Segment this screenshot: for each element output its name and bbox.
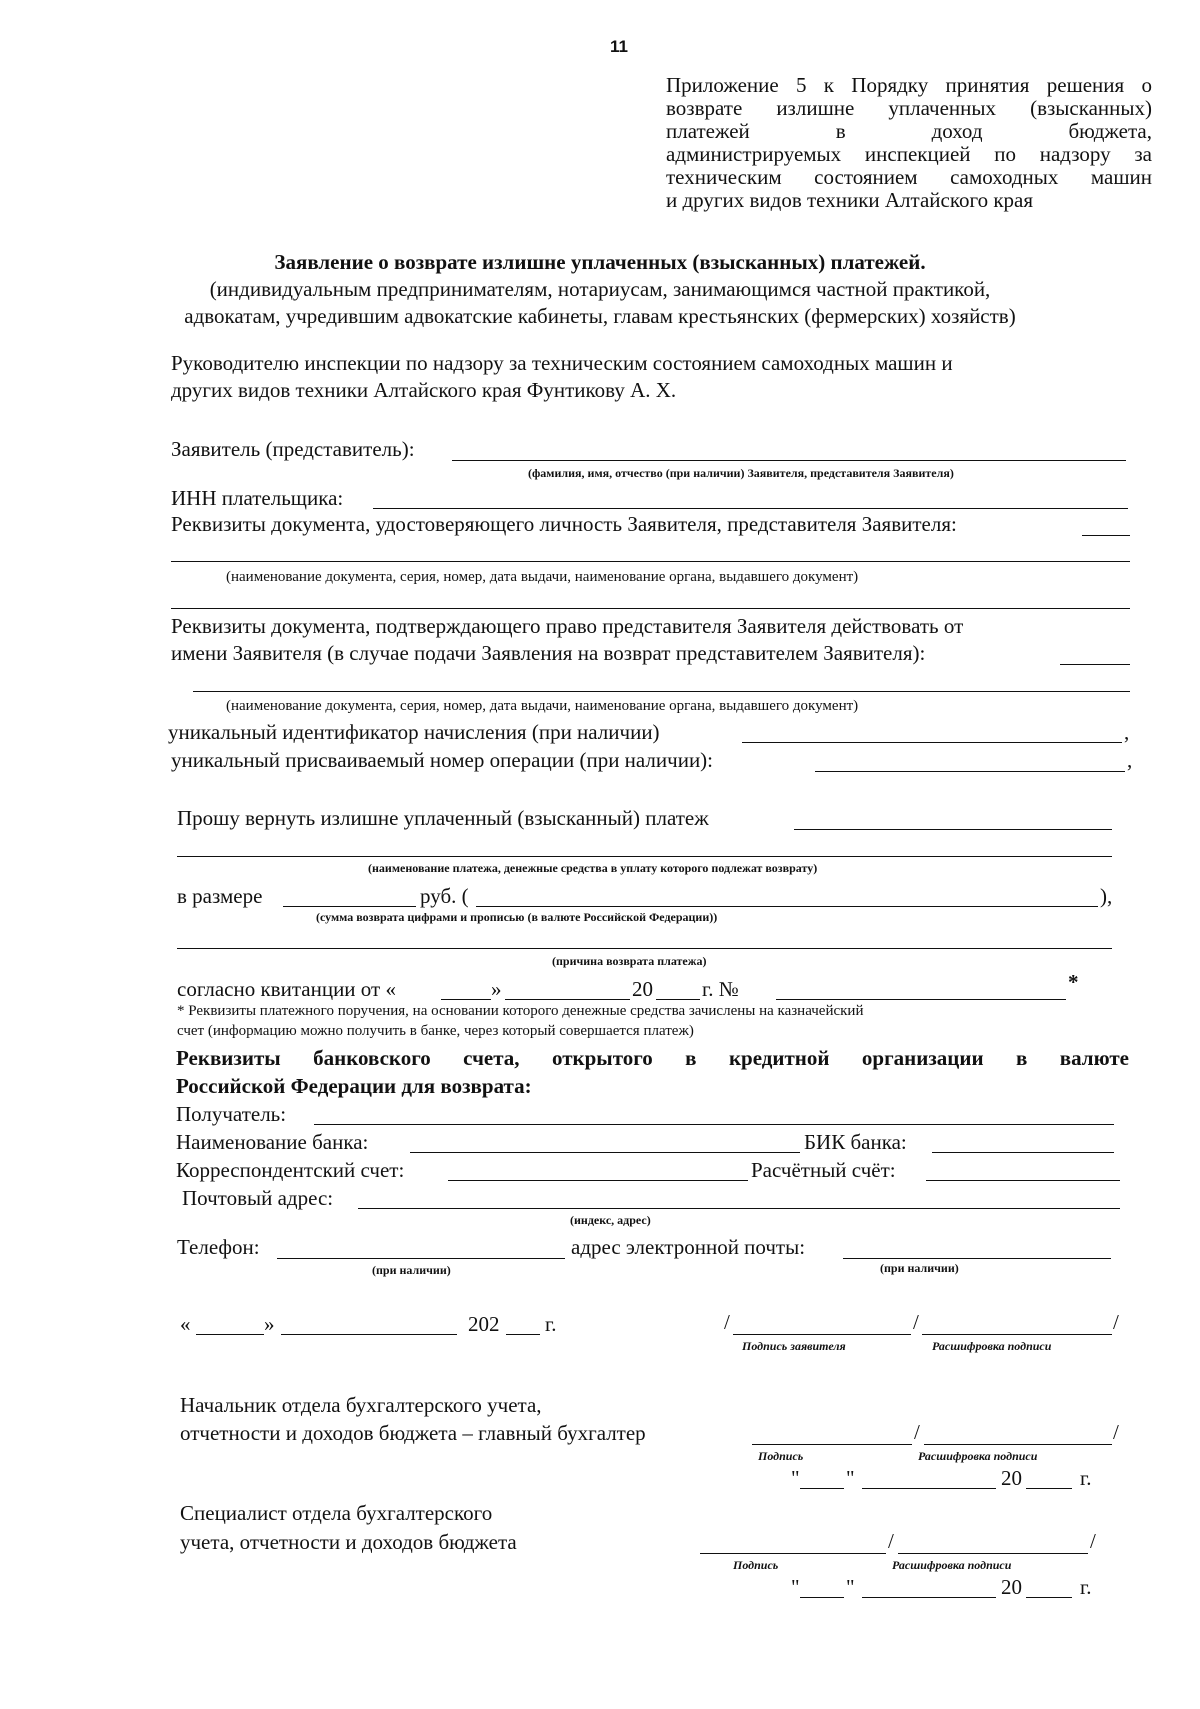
receipt-number-field[interactable] <box>776 999 1066 1000</box>
recipient-label: Получатель: <box>176 1102 287 1126</box>
receipt-month-field[interactable] <box>505 999 630 1000</box>
annex-line: Приложение 5 к Порядку принятия решения о <box>666 73 1152 97</box>
id-doc-field-tail[interactable] <box>1082 535 1130 536</box>
sig-slash: / <box>1090 1529 1096 1553</box>
specialist-date-quote: " <box>846 1575 855 1599</box>
chief-year-prefix: 20 <box>1001 1466 1022 1490</box>
bank-name-field[interactable] <box>410 1152 800 1153</box>
chief-signature-field[interactable] <box>752 1444 912 1445</box>
amount-words-field[interactable] <box>476 906 1098 907</box>
sig-slash: / <box>913 1310 919 1334</box>
id-doc-hint: (наименование документа, серия, номер, дата выдачи, наименование органа, выдавшего документ) <box>226 569 859 585</box>
applicant-hint: (фамилия, имя, отчество (при наличии) Заявителя, представителя Заявителя) <box>528 466 954 480</box>
refund-payment-hint: (наименование платежа, денежные средства в уплату которого подлежат возврату) <box>368 861 818 875</box>
rep-doc-line: имени Заявителя (в случае подачи Заявления на возврат представителем Заявителя): <box>171 641 926 665</box>
specialist-decode-hint: Расшифровка подписи <box>892 1558 1012 1572</box>
annex-line: возврате излишне уплаченных (взысканных) <box>666 96 1152 120</box>
rep-doc-field-tail[interactable] <box>1060 664 1130 665</box>
reason-field[interactable] <box>177 948 1112 949</box>
chief-date-quote: " <box>791 1466 800 1490</box>
corr-account-label: Корреспондентский счет: <box>176 1158 405 1182</box>
specialist-title-line: учета, отчетности и доходов бюджета <box>180 1530 517 1554</box>
receipt-mid: » <box>491 977 502 1001</box>
page-number: 11 <box>610 37 628 56</box>
id-doc-label: Реквизиты документа, удостоверяющего личность Заявителя, представителя Заявителя: <box>171 512 957 536</box>
specialist-signature-hint: Подпись <box>733 1558 779 1572</box>
date-day-field[interactable] <box>196 1334 264 1335</box>
annex-line: и других видов техники Алтайского края <box>666 188 1034 212</box>
receipt-year-prefix: 20 <box>632 977 653 1001</box>
specialist-date-quote: " <box>791 1575 800 1599</box>
rep-doc-line: Реквизиты документа, подтверждающего право представителя Заявителя действовать от <box>171 614 964 638</box>
rep-doc-hint: (наименование документа, серия, номер, дата выдачи, наименование органа, выдавшего документ) <box>226 698 859 714</box>
addressee-line: Руководителю инспекции по надзору за техническим состоянием самоходных машин и <box>171 351 953 375</box>
phone-field[interactable] <box>277 1258 565 1259</box>
annex-line: техническим состоянием самоходных машин <box>666 165 1152 189</box>
applicant-signature-hint: Подпись заявителя <box>742 1339 846 1353</box>
rep-doc-field[interactable] <box>193 691 1130 692</box>
specialist-month-field[interactable] <box>862 1597 996 1598</box>
applicant-signature-field[interactable] <box>733 1334 911 1335</box>
specialist-year-field[interactable] <box>1026 1597 1072 1598</box>
refund-payment-field[interactable] <box>794 829 1112 830</box>
reason-hint: (причина возврата платежа) <box>552 954 707 968</box>
amount-close: ), <box>1100 884 1113 908</box>
sig-slash: / <box>1113 1310 1119 1334</box>
date-month-field[interactable] <box>281 1334 457 1335</box>
chief-g: г. <box>1080 1466 1092 1490</box>
inn-label: ИНН плательщика: <box>171 486 344 510</box>
specialist-year-prefix: 20 <box>1001 1575 1022 1599</box>
chief-month-field[interactable] <box>862 1488 996 1489</box>
uin-label: уникальный идентификатор начисления (при наличии) <box>168 720 660 744</box>
specialist-signature-field[interactable] <box>700 1553 886 1554</box>
date-year-prefix: 202 <box>468 1312 500 1336</box>
form-subtitle-line: адвокатам, учредившим адвокатские кабинеты, главам крестьянских (фермерских) хозяйств) <box>184 304 1016 328</box>
email-field[interactable] <box>843 1258 1111 1259</box>
applicant-signature-decode-field[interactable] <box>922 1334 1112 1335</box>
receipt-star: * <box>1068 970 1079 994</box>
email-label: адрес электронной почты: <box>571 1235 806 1259</box>
applicant-label: Заявитель (представитель): <box>171 437 415 461</box>
amount-number-field[interactable] <box>283 906 416 907</box>
specialist-title-line: Специалист отдела бухгалтерского <box>180 1501 493 1525</box>
chief-decode-field[interactable] <box>924 1444 1112 1445</box>
date-year-field[interactable] <box>506 1334 540 1335</box>
refund-label: Прошу вернуть излишне уплаченный (взысканный) платеж <box>177 806 709 830</box>
form-subtitle-line: (индивидуальным предпринимателям, нотариусам, занимающимся частной практикой, <box>209 277 991 301</box>
bik-label: БИК банка: <box>804 1130 907 1154</box>
applicant-decode-hint: Расшифровка подписи <box>932 1339 1052 1353</box>
phone-label: Телефон: <box>177 1235 260 1259</box>
chief-decode-hint: Расшифровка подписи <box>918 1449 1038 1463</box>
bank-header-line: Российской Федерации для возврата: <box>176 1074 532 1098</box>
inn-field[interactable] <box>373 508 1128 509</box>
postal-address-label: Почтовый адрес: <box>182 1186 334 1210</box>
uin-field[interactable] <box>742 742 1122 743</box>
date-close-quote: » <box>264 1312 275 1336</box>
specialist-g: г. <box>1080 1575 1092 1599</box>
phone-hint: (при наличии) <box>372 1263 451 1277</box>
recipient-field[interactable] <box>314 1124 1114 1125</box>
chief-title-line: отчетности и доходов бюджета – главный бухгалтер <box>180 1421 646 1445</box>
date-open-quote: « <box>180 1312 191 1336</box>
uno-comma: , <box>1127 748 1133 772</box>
chief-title-line: Начальник отдела бухгалтерского учета, <box>180 1393 542 1417</box>
bik-field[interactable] <box>932 1152 1114 1153</box>
sig-slash: / <box>724 1310 730 1334</box>
applicant-field[interactable] <box>452 460 1126 461</box>
sig-slash: / <box>888 1529 894 1553</box>
addressee-line: других видов техники Алтайского края Фунтикову А. Х. <box>171 378 677 402</box>
settlement-account-field[interactable] <box>926 1180 1120 1181</box>
receipt-number-label: г. № <box>702 977 739 1001</box>
rub-label: руб. ( <box>420 884 469 908</box>
sig-slash: / <box>1113 1420 1119 1444</box>
footnote-line: счет (информацию можно получить в банке, через который совершается платеж) <box>177 1023 694 1039</box>
annex-line: администрируемых инспекцией по надзору за <box>666 142 1152 166</box>
amount-label: в размере <box>177 884 263 908</box>
form-title: Заявление о возврате излишне уплаченных (взысканных) платежей. <box>274 250 926 274</box>
date-g: г. <box>545 1312 557 1336</box>
refund-payment-field-2[interactable] <box>177 856 1112 857</box>
id-doc-field[interactable] <box>171 561 1130 562</box>
postal-address-hint: (индекс, адрес) <box>570 1213 651 1227</box>
specialist-decode-field[interactable] <box>898 1553 1088 1554</box>
specialist-day-field[interactable] <box>800 1597 844 1598</box>
receipt-year-field[interactable] <box>656 999 700 1000</box>
corr-account-field[interactable] <box>448 1180 748 1181</box>
bank-header-line: Реквизиты банковского счета, открытого в кредитной организации в валюте <box>176 1046 1129 1070</box>
footnote-line: * Реквизиты платежного поручения, на основании которого денежные средства зачислены на казначейский <box>177 1003 864 1019</box>
chief-date-quote: " <box>846 1466 855 1490</box>
postal-address-field[interactable] <box>358 1208 1120 1209</box>
uno-field[interactable] <box>815 771 1125 772</box>
amount-hint: (сумма возврата цифрами и прописью (в валюте Российской Федерации)) <box>316 910 718 924</box>
uno-label: уникальный присваиваемый номер операции (при наличии): <box>171 748 714 772</box>
receipt-prefix: согласно квитанции от « <box>177 977 396 1001</box>
settlement-account-label: Расчётный счёт: <box>751 1158 896 1182</box>
receipt-day-field[interactable] <box>441 999 491 1000</box>
chief-signature-hint: Подпись <box>758 1449 804 1463</box>
sig-slash: / <box>914 1420 920 1444</box>
bank-name-label: Наименование банка: <box>176 1130 369 1154</box>
chief-year-field[interactable] <box>1026 1488 1072 1489</box>
annex-line: платежей в доход бюджета, <box>666 119 1152 143</box>
chief-day-field[interactable] <box>800 1488 844 1489</box>
uin-comma: , <box>1124 720 1130 744</box>
email-hint: (при наличии) <box>880 1261 959 1275</box>
id-doc-field-2[interactable] <box>171 608 1130 609</box>
annex-note <box>666 74 1152 212</box>
